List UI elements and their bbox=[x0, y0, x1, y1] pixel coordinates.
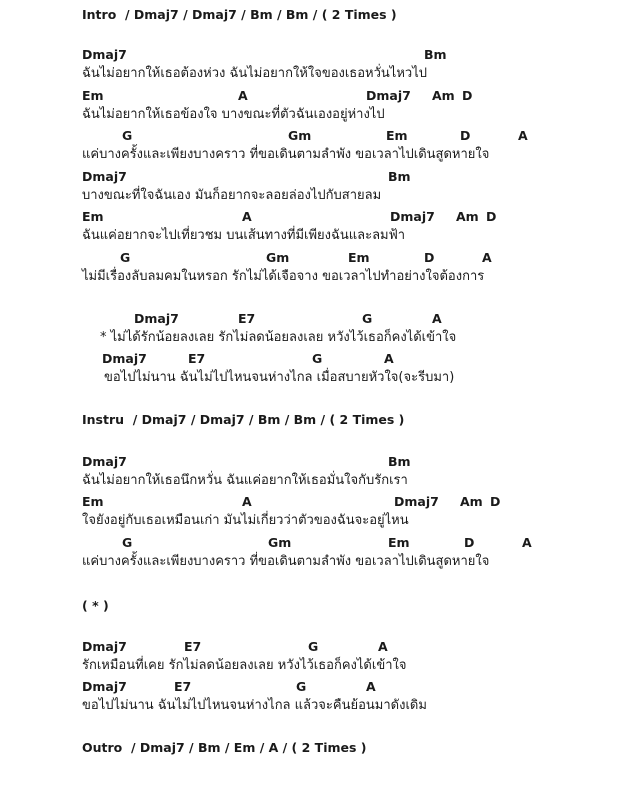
chord: Am bbox=[460, 494, 483, 509]
final-lyric-line-2: ขอไปไม่นาน ฉันไม่ไปไหนจนห่างไกล แล้วจะคืนย้อนมาดังเดิม bbox=[82, 698, 427, 713]
chord: Gm bbox=[288, 128, 312, 143]
chord: Dmaj7 bbox=[82, 639, 127, 654]
verse2-lyric-line-1: ฉันไม่อยากให้เธอนึกหวั่น ฉันแค่อยากให้เธอมั่นใจกับรักเรา bbox=[82, 473, 408, 488]
chord: A bbox=[242, 209, 252, 224]
chord: Em bbox=[82, 88, 104, 103]
chord: Em bbox=[82, 209, 104, 224]
chord: A bbox=[482, 250, 492, 265]
chord: E7 bbox=[188, 351, 206, 366]
chord: G bbox=[312, 351, 323, 366]
intro-line bbox=[0, 6, 620, 24]
chord: A bbox=[518, 128, 528, 143]
verse2-chord-line-1 bbox=[0, 453, 620, 471]
verse2-chord-line-2 bbox=[0, 493, 620, 511]
verse1-lyric-line-4: บางขณะที่ใจฉันเอง มันก็อยากจะลอยล่องไปกับสายลม bbox=[82, 188, 382, 203]
chord: Am bbox=[432, 88, 455, 103]
verse1-lyric-line-2: ฉันไม่อยากให้เธอข้องใจ บางขณะที่ตัวฉันเองอยู่ห่างไป bbox=[82, 107, 385, 122]
chord: E7 bbox=[174, 679, 192, 694]
chord: Dmaj7 bbox=[102, 351, 147, 366]
outro-line bbox=[0, 739, 620, 757]
chord: Bm bbox=[388, 169, 411, 184]
chord: E7 bbox=[238, 311, 256, 326]
verse2-lyric-line-3: แค่บางครั้งและเพียงบางคราว ที่ขอเดินตามลำพัง ขอเวลาไปเดินสูดหายใจ bbox=[82, 554, 490, 569]
verse1-chord-line-6 bbox=[0, 249, 620, 267]
verse1-chord-line-2 bbox=[0, 87, 620, 105]
chord: Am bbox=[456, 209, 479, 224]
instru-line bbox=[0, 411, 620, 429]
chord: D bbox=[462, 88, 473, 103]
chord: Em bbox=[386, 128, 408, 143]
chord: G bbox=[296, 679, 307, 694]
chord: Dmaj7 bbox=[366, 88, 411, 103]
chord: A bbox=[378, 639, 388, 654]
verse1-chord-line-5 bbox=[0, 208, 620, 226]
chord: A bbox=[522, 535, 532, 550]
chord: G bbox=[122, 535, 133, 550]
chord: Em bbox=[348, 250, 370, 265]
chord: D bbox=[490, 494, 501, 509]
chord: G bbox=[362, 311, 373, 326]
final-chord-line-1 bbox=[0, 638, 620, 656]
verse2-chord-line-3 bbox=[0, 534, 620, 552]
verse1-chord-line-1 bbox=[0, 46, 620, 64]
verse1-lyric-line-5: ฉันแค่อยากจะไปเที่ยวชม บนเส้นทางที่มีเพียงฉันและลมฟ้า bbox=[82, 228, 406, 243]
outro-text: Outro / Dmaj7 / Bm / Em / A / ( 2 Times ) bbox=[82, 740, 367, 755]
chord: G bbox=[120, 250, 131, 265]
chord: A bbox=[366, 679, 376, 694]
chord: D bbox=[460, 128, 471, 143]
chorus-chord-line-2 bbox=[0, 350, 620, 368]
verse1-chord-line-3 bbox=[0, 127, 620, 145]
chord: G bbox=[308, 639, 319, 654]
chord: D bbox=[464, 535, 475, 550]
chord: D bbox=[486, 209, 497, 224]
chord: Bm bbox=[424, 47, 447, 62]
repeat-mark: ( * ) bbox=[82, 598, 109, 613]
chord: A bbox=[238, 88, 248, 103]
final-lyric-line-1: รักเหมือนที่เคย รักไม่ลดน้อยลงเลย หวังไว้เธอก็คงได้เข้าใจ bbox=[82, 658, 407, 673]
chord: Dmaj7 bbox=[82, 454, 127, 469]
chord: Dmaj7 bbox=[82, 47, 127, 62]
chord: G bbox=[122, 128, 133, 143]
chorus-chord-line-1 bbox=[0, 310, 620, 328]
chord: A bbox=[432, 311, 442, 326]
chord: Dmaj7 bbox=[390, 209, 435, 224]
chorus-lyric-line-1: * ไม่ได้รักน้อยลงเลย รักไม่ลดน้อยลงเลย หวังไว้เธอก็คงได้เข้าใจ bbox=[100, 330, 457, 345]
chord: Em bbox=[82, 494, 104, 509]
chord: E7 bbox=[184, 639, 202, 654]
chord: Bm bbox=[388, 454, 411, 469]
chord: Dmaj7 bbox=[82, 169, 127, 184]
verse1-lyric-line-6: ไม่มีเรื่องลับลมคมในหรอก รักไม่ได้เจือจาง ขอเวลาไปทำอย่างใจต้องการ bbox=[82, 269, 485, 284]
chord: A bbox=[384, 351, 394, 366]
chord: Gm bbox=[268, 535, 292, 550]
repeat-mark-line bbox=[0, 597, 620, 615]
verse2-lyric-line-2: ใจยังอยู่กับเธอเหมือนเก่า มันไม่เกี่ยวว่าตัวของฉันจะอยู่ไหน bbox=[82, 513, 409, 528]
verse1-lyric-line-3: แค่บางครั้งและเพียงบางคราว ที่ขอเดินตามลำพัง ขอเวลาไปเดินสูดหายใจ bbox=[82, 147, 490, 162]
chord: D bbox=[424, 250, 435, 265]
chord: Dmaj7 bbox=[394, 494, 439, 509]
verse1-chord-line-4 bbox=[0, 168, 620, 186]
chord: Gm bbox=[266, 250, 290, 265]
chord: Dmaj7 bbox=[134, 311, 179, 326]
chorus-lyric-line-2: ขอไปไม่นาน ฉันไม่ไปไหนจนห่างไกล เมื่อสบายหัวใจ(จะรีบมา) bbox=[104, 370, 455, 385]
instru-text: Instru / Dmaj7 / Dmaj7 / Bm / Bm / ( 2 Times ) bbox=[82, 412, 405, 427]
chord: Dmaj7 bbox=[82, 679, 127, 694]
intro-text: Intro / Dmaj7 / Dmaj7 / Bm / Bm / ( 2 Times ) bbox=[82, 7, 397, 22]
chord: A bbox=[242, 494, 252, 509]
verse1-lyric-line-1: ฉันไม่อยากให้เธอต้องห่วง ฉันไม่อยากให้ใจของเธอหวั่นไหวไป bbox=[82, 66, 428, 81]
chord: Em bbox=[388, 535, 410, 550]
final-chord-line-2 bbox=[0, 678, 620, 696]
